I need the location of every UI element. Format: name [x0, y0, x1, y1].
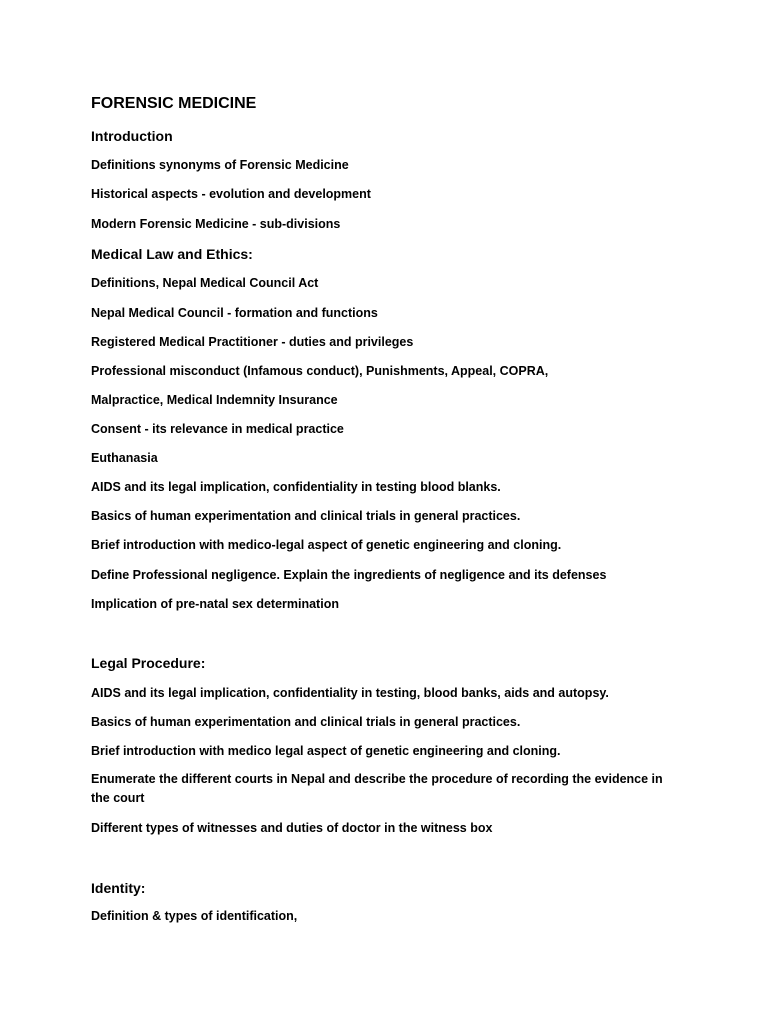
list-item: Definitions, Nepal Medical Council Act — [91, 276, 319, 290]
section-heading-introduction: Introduction — [91, 128, 173, 144]
list-item: Brief introduction with medico-legal aspect of genetic engineering and cloning. — [91, 538, 562, 552]
list-item: Nepal Medical Council - formation and functions — [91, 306, 378, 320]
list-item: Different types of witnesses and duties of doctor in the witness box — [91, 821, 493, 835]
list-item: Basics of human experimentation and clinical trials in general practices. — [91, 715, 521, 729]
section-heading-medical-law: Medical Law and Ethics: — [91, 246, 253, 262]
list-item: Enumerate the different courts in Nepal and describe the procedure of recording the evidence in the court — [91, 772, 663, 805]
list-item: Malpractice, Medical Indemnity Insurance — [91, 393, 338, 407]
list-item: Registered Medical Practitioner - duties and privileges — [91, 335, 414, 349]
list-item: Define Professional negligence. Explain the ingredients of negligence and its defenses — [91, 568, 607, 582]
list-item: Consent - its relevance in medical practice — [91, 422, 344, 436]
section-heading-legal-procedure: Legal Procedure: — [91, 655, 206, 671]
list-item: Definition & types of identification, — [91, 909, 298, 923]
list-item: Basics of human experimentation and clinical trials in general practices. — [91, 509, 521, 523]
section-heading-identity: Identity: — [91, 880, 146, 896]
list-item: Modern Forensic Medicine - sub-divisions — [91, 217, 341, 231]
list-item: AIDS and its legal implication, confidentiality in testing blood blanks. — [91, 480, 501, 494]
list-item: Euthanasia — [91, 451, 158, 465]
list-item: Definitions synonyms of Forensic Medicine — [91, 158, 349, 172]
document-title: FORENSIC MEDICINE — [91, 95, 257, 112]
list-item: Professional misconduct (Infamous conduct), Punishments, Appeal, COPRA, — [91, 364, 549, 378]
list-item: Brief introduction with medico legal aspect of genetic engineering and cloning. — [91, 744, 561, 758]
list-item: Implication of pre-natal sex determination — [91, 597, 339, 611]
list-item: AIDS and its legal implication, confidentiality in testing, blood banks, aids and autopsy. — [91, 686, 609, 700]
list-item: Historical aspects - evolution and development — [91, 187, 371, 201]
